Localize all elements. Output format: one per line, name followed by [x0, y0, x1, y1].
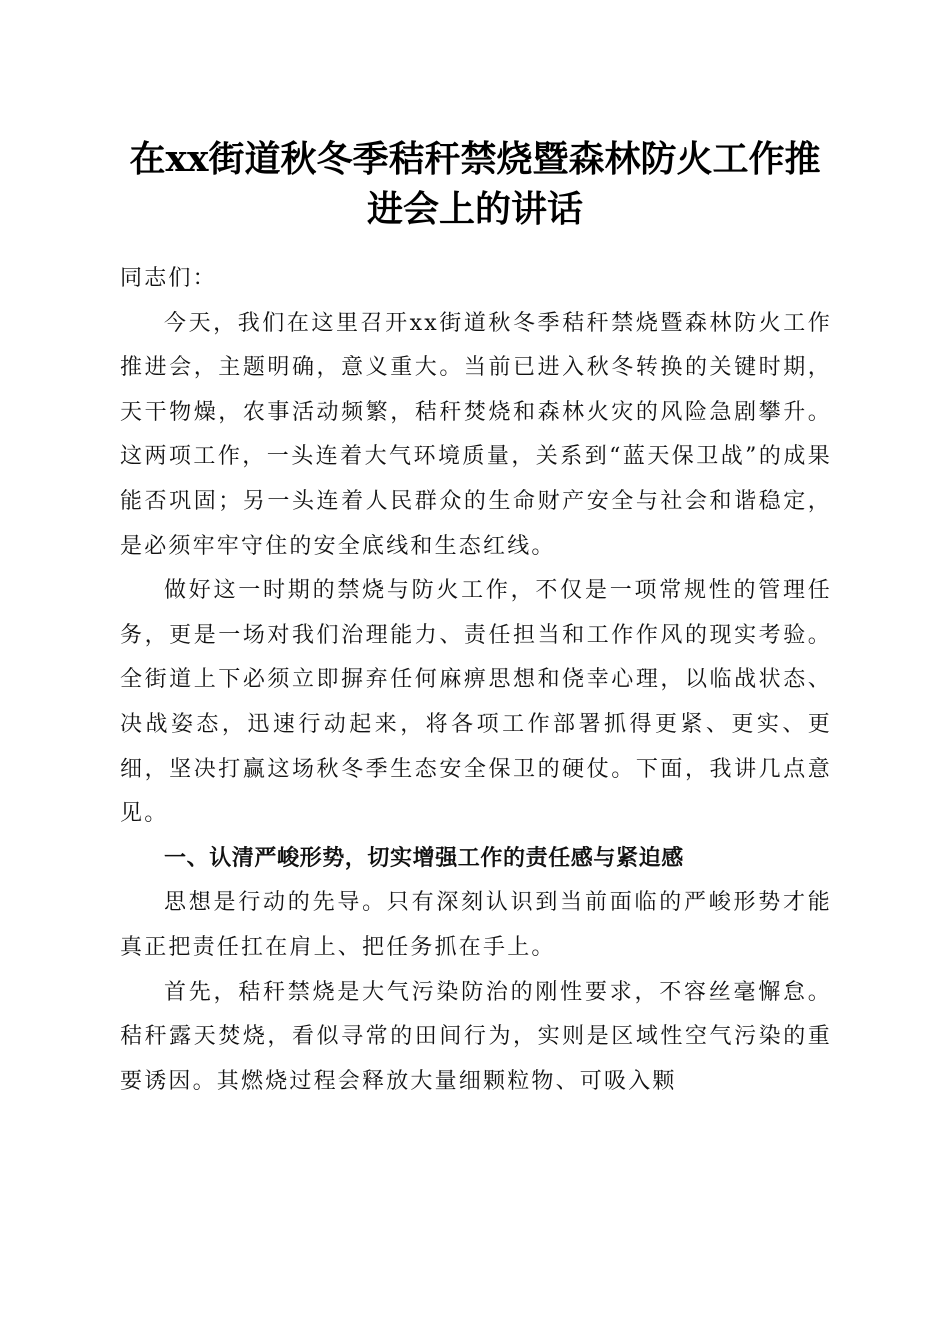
section-paragraph-2: 首先，秸秆禁烧是大气污染防治的刚性要求，不容丝毫懈怠。秸秆露天焚烧，看似寻常的田间行为，实则是区域性空气污染的重要诱因。其燃烧过程会释放大量细颗粒物、可吸入颗: [120, 979, 832, 1094]
document-title: [100, 134, 850, 234]
title-line-2: 进会上的讲话: [366, 188, 583, 230]
section-paragraph-1: 思想是行动的先导。只有深刻认识到当前面临的严峻形势才能真正把责任扛在肩上、把任务抓在手上。: [120, 890, 832, 960]
document-body: [120, 257, 832, 1104]
section-heading: 一、认清严峻形势，切实增强工作的责任感与紧迫感: [164, 845, 684, 871]
salutation: 同志们：: [120, 266, 217, 291]
paragraph-requirements: 做好这一时期的禁烧与防火工作，不仅是一项常规性的管理任务，更是一场对我们治理能力、责任担当和工作作风的现实考验。全街道上下必须立即摒弃任何麻痹思想和侥幸心理，以临战状态、决战姿态，迅速行动起来，将各项工作部署抓得更紧、更实、更细，坚决打赢这场秋冬季生态安全保卫的硬仗。下面，我讲几点意见。: [120, 578, 832, 827]
paragraph-intro: 今天，我们在这里召开xx街道秋冬季秸秆禁烧暨森林防火工作推进会，主题明确，意义重大。当前已进入秋冬转换的关键时期，天干物燥，农事活动频繁，秸秆焚烧和森林火灾的风险急剧攀升。这两项工作，一头连着大气环境质量，关系到“蓝天保卫战”的成果能否巩固；另一头连着人民群众的生命财产安全与社会和谐稳定，是必须牢牢守住的安全底线和生态红线。: [120, 310, 832, 559]
title-line-1: 在xx街道秋冬季秸秆禁烧暨森林防火工作推: [129, 138, 821, 180]
